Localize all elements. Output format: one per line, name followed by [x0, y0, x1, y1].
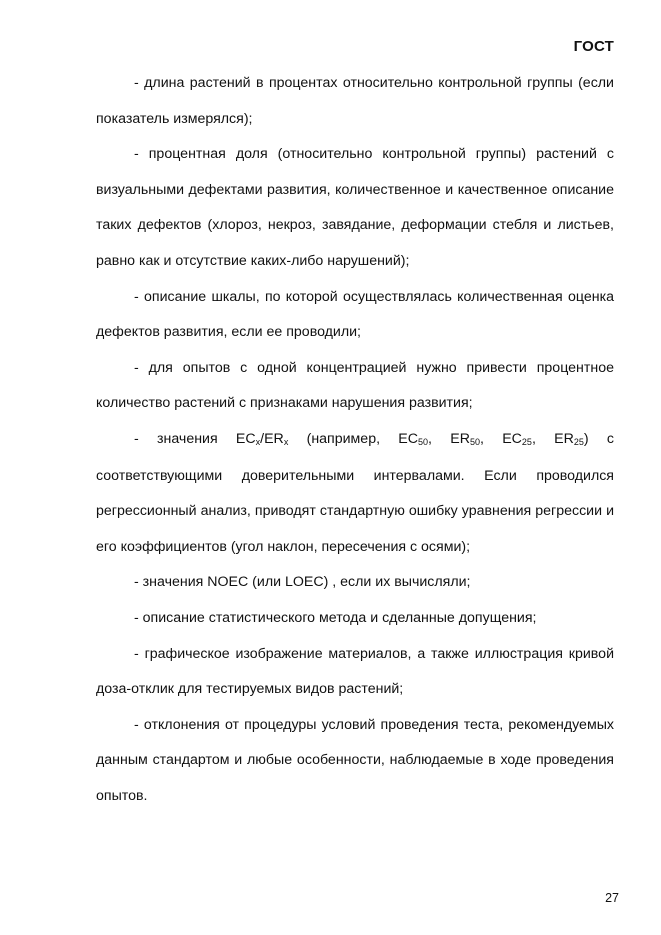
paragraph-plant-length: - длина растений в процентах относительно контрольной группы (если показатель измерялся); [96, 75, 614, 127]
ec25-subscript: 25 [521, 436, 532, 447]
document-body [96, 66, 614, 814]
paragraph-noec-loec: - значения NOEC (или LOEC) , если их вычисляли; [134, 574, 471, 591]
ec-subscript-x: x [255, 436, 261, 447]
ec-er-prefix: - значения EC [134, 430, 256, 447]
er-prefix: /ER [260, 430, 284, 447]
paragraph-statistical-method: - описание статистического метода и сделанные допущения; [134, 609, 537, 626]
er50-subscript: 50 [469, 436, 480, 447]
er25-subscript: 25 [573, 436, 584, 447]
paragraph-ec-er-values [96, 422, 614, 565]
paragraph-single-concentration: - для опытов с одной концентрацией нужно привести процентное количество растений с признаками нарушения развития; [96, 359, 614, 412]
example-text: (например, EC [288, 430, 419, 447]
paragraph-visual-defects: - процентная доля (относительно контрольной группы) растений с визуальными дефектами развития, количественное и качественное описание таких дефектов (хлороз, некроз, завядание, деформации стебля и листьев, равно как и отсутствие каких-либо нарушений); [96, 146, 614, 269]
er25-prefix: , ER [531, 430, 574, 447]
er50-prefix: , ER [428, 430, 470, 447]
page-number: 27 [605, 891, 619, 905]
confidence-and-regression-text: ) с соответствующими доверительными интервалами. Если проводился регрессионный анализ, приводят стандартную ошибку уравнения регрессии и его коэффициентов (угол наклон, пересечения с осями); [96, 430, 614, 555]
ec50-subscript: 50 [418, 436, 429, 447]
er-subscript-x: x [283, 436, 289, 447]
paragraph-graphical-representation: - графическое изображение материалов, а также иллюстрация кривой доза-отклик для тестируемых видов растений; [96, 645, 614, 698]
paragraph-deviations: - отклонения от процедуры условий проведения теста, рекомендуемых данным стандартом и любые особенности, наблюдаемые в ходе проведения опытов. [96, 716, 614, 804]
paragraph-scale-description: - описание шкалы, по которой осуществлялась количественная оценка дефектов развития, если ее проводили; [96, 288, 614, 341]
document-header: ГОСТ [573, 38, 614, 55]
ec25-prefix: , EC [479, 430, 522, 447]
